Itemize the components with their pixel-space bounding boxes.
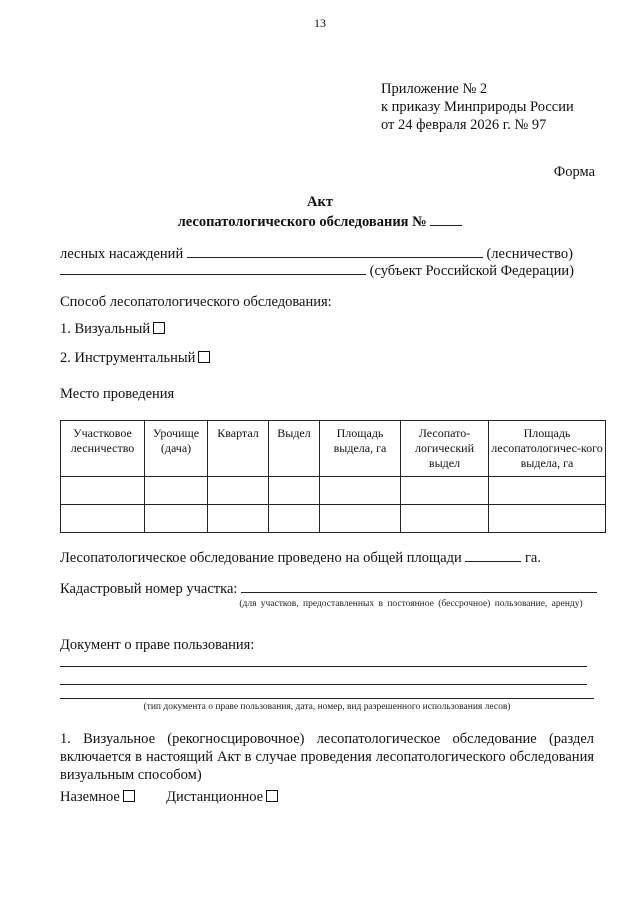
table-cell[interactable] [208, 505, 269, 533]
col-header-pathology-area: Площадь лесопатологичес-кого выдела, га [489, 421, 606, 477]
col-header-plot: Выдел [269, 421, 320, 477]
document-line-2[interactable] [60, 684, 587, 685]
act-number-blank[interactable] [430, 212, 462, 226]
method-heading: Способ лесопатологического обследования: [60, 294, 332, 310]
table-cell[interactable] [489, 477, 606, 505]
survey-remote-label: Дистанционное [166, 789, 264, 805]
ground-checkbox[interactable] [123, 790, 135, 802]
appendix-line-3: от 24 февраля 2026 г. № 97 [381, 117, 547, 133]
subject-blank[interactable] [60, 262, 366, 275]
place-heading: Место проведения [60, 386, 175, 402]
total-area-line [60, 549, 541, 567]
col-header-tract: Урочище (дача) [145, 421, 208, 477]
table-cell[interactable] [145, 477, 208, 505]
table-cell[interactable] [61, 505, 145, 533]
subject-suffix: (субъект Российской Федерации) [369, 263, 574, 279]
instrumental-checkbox[interactable] [198, 351, 210, 363]
document-line-3[interactable] [60, 698, 594, 699]
appendix-line-2: к приказу Минприроды России [381, 99, 574, 115]
table-row [61, 505, 606, 533]
appendix-block [381, 80, 574, 134]
cadastral-label: Кадастровый номер участка: [60, 581, 238, 597]
section-1-paragraph: 1. Визуальное (рекогносцировочное) лесопатологическое обследование (раздел включается в настоящий Акт в случае проведения лесопатологического обследования визуальным способом) [60, 731, 594, 783]
forest-prefix: лесных насаждений [60, 246, 184, 262]
forest-suffix: (лесничество) [486, 246, 573, 262]
survey-type-line [60, 789, 278, 806]
survey-ground-label: Наземное [60, 789, 120, 805]
place-table-header [61, 421, 606, 477]
page-number: 13 [314, 16, 326, 30]
place-table [60, 420, 606, 533]
total-area-suffix: га. [524, 550, 541, 566]
table-cell[interactable] [489, 505, 606, 533]
appendix-line-1: Приложение № 2 [381, 81, 488, 97]
table-cell[interactable] [320, 505, 401, 533]
total-area-prefix: Лесопатологическое обследование проведено на общей площади [60, 550, 462, 566]
method-option-visual-label: 1. Визуальный [60, 321, 151, 337]
method-option-instrumental-label: 2. Инструментальный [60, 350, 196, 366]
document-line-1[interactable] [60, 666, 587, 667]
method-option-instrumental [60, 350, 210, 367]
forest-blank[interactable] [187, 245, 483, 258]
col-header-plot-area: Площадь выдела, га [320, 421, 401, 477]
table-cell[interactable] [208, 477, 269, 505]
table-cell[interactable] [145, 505, 208, 533]
table-cell[interactable] [269, 505, 320, 533]
table-cell[interactable] [401, 477, 489, 505]
table-cell[interactable] [61, 477, 145, 505]
form-label: Форма [553, 164, 595, 180]
visual-checkbox[interactable] [153, 322, 165, 334]
col-header-pathology-plot: Лесопато-логический выдел [401, 421, 489, 477]
table-cell[interactable] [401, 505, 489, 533]
cadastral-line [60, 580, 597, 598]
table-cell[interactable] [269, 477, 320, 505]
cadastral-blank[interactable] [241, 580, 597, 593]
document-note: (тип документа о праве пользования, дата, номер, вид разрешенного использования лесов) [143, 702, 511, 712]
col-header-quarter: Квартал [208, 421, 269, 477]
col-header-forestry: Участковое лесничество [61, 421, 145, 477]
title-line-2 [0, 212, 640, 232]
cadastral-note: (для участков, предоставленных в постоянное (бессрочное) пользование, аренду) [239, 599, 583, 609]
forest-line [60, 245, 573, 263]
remote-checkbox[interactable] [266, 790, 278, 802]
subject-line [60, 262, 574, 280]
table-row [61, 477, 606, 505]
document-label: Документ о праве пользования: [60, 637, 255, 653]
total-area-blank[interactable] [465, 549, 521, 562]
table-cell[interactable] [320, 477, 401, 505]
title-line-1: Акт [307, 194, 333, 210]
title-line-2-text: лесопатологического обследования № [177, 214, 427, 230]
method-option-visual [60, 321, 165, 338]
document-title [0, 193, 640, 232]
